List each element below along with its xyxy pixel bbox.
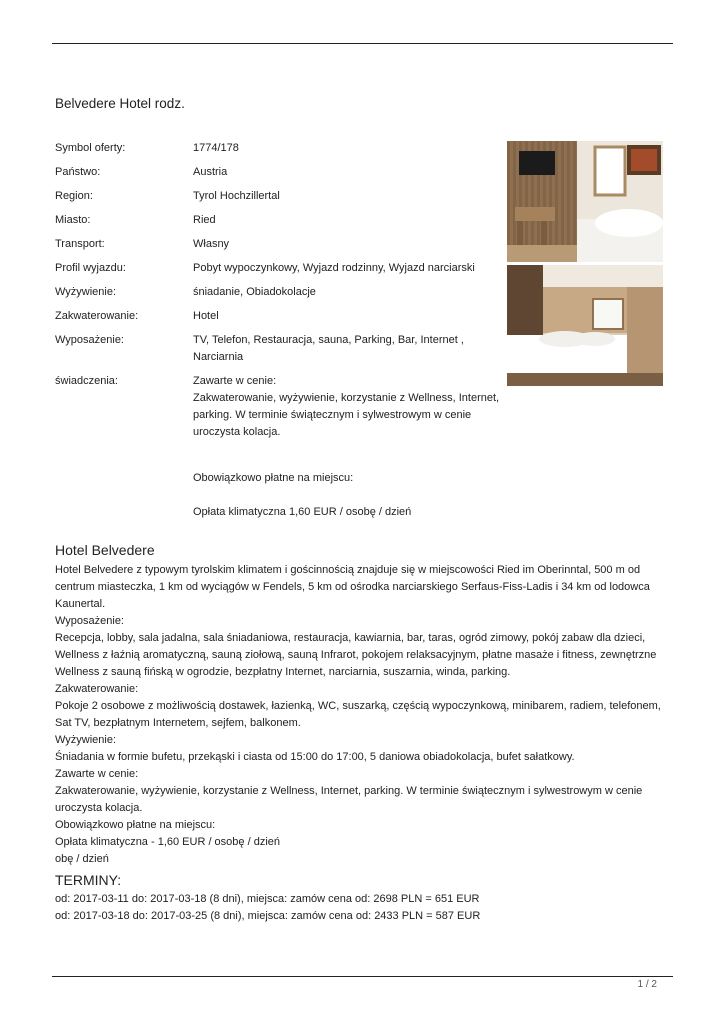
detail-value: Pobyt wypoczynkowy, Wyjazd rodzinny, Wyjazd narciarski [193,262,475,274]
equipment-text: Recepcja, lobby, sala jadalna, sala śniadaniowa, restauracja, kawiarnia, bar, taras, ogród zimowy, pokój zabaw dla dzieci, Wellness z łaźnią aromatyczną, sauną ziołową, sauną Infrarot, pokojem relaksacyjnym, płatne masaże i fitness, zewnętrzne Wellness z sauną fińską w ogrodzie, bezpłatny Internet, narciarnia, suszarnia, winda, parking. [55,632,657,678]
detail-label: Profil wyjazdu: [55,262,126,274]
onsite-extra: obę / dzień [55,853,109,865]
equipment-label: Wyposażenie: [55,615,124,627]
onsite-text: Opłata klimatyczna - 1,60 EUR / osobę / dzień [55,836,280,848]
detail-label: Wyposażenie: [55,334,124,346]
page-number: 1 / 2 [637,979,657,990]
accommodation-label: Zakwaterowanie: [55,683,139,695]
detail-value: Własny [193,238,230,250]
included-label: Zawarte w cenie: [55,768,139,780]
detail-row [55,212,505,229]
spacer [193,487,505,504]
terms-heading: TERMINY: [55,872,122,888]
hotel-room-photo-1 [507,141,663,262]
included-description: Zakwaterowanie, wyżywienie, korzystanie z Wellness, Internet, parking. W terminie świątecznym i sylwestrowym w cenie uroczysta kolacja. [55,785,643,814]
page-title: Belvedere Hotel rodz. [55,96,185,111]
detail-label: Zakwaterowanie: [55,310,139,322]
room-photo-2-illustration [507,265,663,386]
included-heading: Zawarte w cenie: [193,375,277,387]
board-label: Wyżywienie: [55,734,117,746]
hotel-heading: Hotel Belvedere [55,542,155,558]
detail-label: Wyżywienie: [55,286,117,298]
top-divider [52,43,673,44]
bottom-divider [52,976,673,977]
spacer [193,441,505,470]
detail-row [55,236,505,253]
detail-value: Ried [193,214,216,226]
onsite-fee: Opłata klimatyczna 1,60 EUR / osobę / dzień [193,506,412,518]
detail-value: Austria [193,166,228,178]
detail-value: śniadanie, Obiadokolacje [193,286,316,298]
detail-label: Państwo: [55,166,101,178]
detail-row [55,284,505,301]
term-item: od: 2017-03-11 do: 2017-03-18 (8 dni), miejsca: zamów cena od: 2698 PLN = 651 EUR [55,893,480,905]
detail-value: Hotel [193,310,219,322]
intro-text: Hotel Belvedere z typowym tyrolskim klimatem i gościnnością znajduje się w miejscowości Ried im Oberinntal, 500 m od centrum miasteczka, 1 km od wyciągów w Fendels, 5 km od ośrodka narciarskiego Serfaus-Fiss-Ladis i 34 km od lodowca Kaunertal. [55,564,650,610]
board-text: Śniadania w formie bufetu, przekąski i ciasta od 15:00 do 17:00, 5 daniowa obiadokolacja, bufet sałatkowy. [55,751,575,763]
detail-value: TV, Telefon, Restauracja, sauna, Parking, Bar, Internet , Narciarnia [193,334,464,363]
offer-details [55,140,505,528]
room-photo-1-illustration [507,141,663,262]
services-label: świadczenia: [55,375,118,387]
detail-value: 1774/178 [193,142,239,154]
detail-label: Symbol oferty: [55,142,126,154]
onsite-label: Obowiązkowo płatne na miejscu: [55,819,216,831]
detail-label: Transport: [55,238,105,250]
detail-row [55,140,505,157]
included-text: Zakwaterowanie, wyżywienie, korzystanie z Wellness, Internet, parking. W terminie świątecznym i sylwestrowym w cenie uroczysta kolacja. [193,392,500,438]
detail-row [55,188,505,205]
detail-row [55,332,505,366]
services-row [55,373,505,521]
hotel-room-photo-2 [507,265,663,386]
services-value [193,373,505,521]
onsite-heading: Obowiązkowo płatne na miejscu: [193,472,354,484]
detail-row [55,260,505,277]
detail-row [55,164,505,181]
detail-value: Tyrol Hochzillertal [193,190,280,202]
term-item: od: 2017-03-18 do: 2017-03-25 (8 dni), miejsca: zamów cena od: 2433 PLN = 587 EUR [55,910,481,922]
hotel-description [55,540,665,925]
detail-label: Region: [55,190,93,202]
accommodation-text: Pokoje 2 osobowe z możliwością dostawek, łazienką, WC, suszarką, częścią wypoczynkową, minibarem, radiem, telefonem, Sat TV, bezpłatnym Internetem, sejfem, balkonem. [55,700,661,729]
detail-label: Miasto: [55,214,91,226]
detail-row [55,308,505,325]
